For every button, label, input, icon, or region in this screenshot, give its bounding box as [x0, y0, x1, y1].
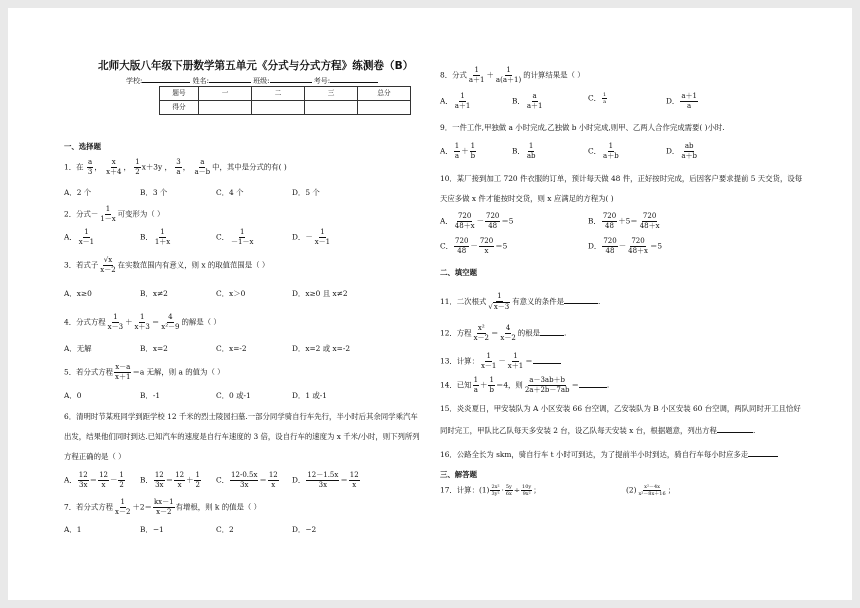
score-table [159, 86, 411, 115]
q5-option-d[interactable]: D．1 或-1 [292, 391, 327, 400]
q10-option-c[interactable]: C． $\frac{720}{48}$ － $\frac{720}{x}$ ＝5 [440, 237, 508, 255]
question-3: 3．若式子 $\frac{√x}{x-2}$ 在实数范围内有意义，则 x 的取值范围是（ ） [64, 256, 270, 274]
question-6-line1: 6．清明时节某班同学到距学校 12 千米的烈士陵园扫墓.一部分同学骑自行车先行，半小时后其余同学乘汽车 [64, 412, 418, 421]
class-field[interactable] [270, 82, 312, 83]
score-cell[interactable] [358, 101, 411, 115]
score-header-cell: 一 [199, 87, 252, 101]
q9-option-c[interactable]: C． $\frac{1}{a+b}$ [588, 142, 619, 160]
q4-option-b[interactable]: B．x=2 [140, 344, 168, 353]
student-info [126, 77, 378, 86]
q5-option-c[interactable]: C．0 或-1 [216, 391, 251, 400]
question-8: 8．分式 $\frac{1}{a+1}$ ＋ $\frac{1}{a(a+1)}$ 的计算结果是（ ） [440, 66, 585, 84]
question-1: 1．在 $\frac{a}{3}$ ， $\frac{x}{x+4}$ ， $\frac{1}{2}$ x＋3y ， $\frac{3}{a}$ ， $\frac{a}{a-b}$ 中，其中是分式的有( ) [64, 158, 287, 176]
q7-option-d[interactable]: D．−2 [292, 525, 317, 534]
class-label: 班级: [253, 77, 270, 85]
exam-no-label: 考号: [313, 77, 331, 85]
q5-option-b[interactable]: B．-1 [140, 391, 161, 400]
q8-option-d[interactable]: D． $\frac{a+1}{a}$ [666, 92, 697, 110]
score-header-cell: 题号 [160, 87, 199, 101]
q6-option-c[interactable]: C． $\frac{12-0.5x}{3x}$ ＝ $\frac{12}{x}$ [216, 471, 278, 489]
page-title: 北师大版八年级下册数学第五单元《分式与分式方程》练测卷（B） [98, 60, 414, 72]
q4-option-c[interactable]: C．x=-2 [216, 344, 247, 353]
question-17-part1: 17．计算：(1) $\frac{\text{2x²}}{\text{3y²}}$ · $\frac{5y}{6x}$ ÷ $\frac{10y}{\text{9x²}}$ ； [440, 484, 541, 497]
q13-answer-blank[interactable] [533, 363, 561, 364]
question-15-line2: 同时完工，甲队比乙队每天多安装 2 台，设乙队每天安装 x 台，根据题意，列出方程 . [440, 426, 756, 435]
question-10-line2: 天应多做 x 件才能按时交货，则 x 应满足的方程为( ) [440, 194, 614, 203]
score-cell[interactable] [252, 101, 305, 115]
question-7: 7．若分式方程 $\frac{1}{x-2}$ ＋2＝ $\frac{kx-1}{x-2}$ 有增根，则 k 的值是（ ） [64, 498, 262, 516]
q2-option-d[interactable]: D．－ $\frac{1}{x-1}$ [292, 228, 331, 246]
question-5: 5．若分式方程 $\frac{x-a}{x+1}$ ＝a 无解，则 a 的值为（ ） [64, 363, 225, 381]
school-label: 学校: [126, 77, 143, 85]
q4-option-d[interactable]: D．x=2 或 x=-2 [292, 344, 351, 353]
q9-option-d[interactable]: D． $\frac{ab}{a+b}$ [666, 142, 697, 160]
q1-option-d[interactable]: D．5 个 [292, 188, 320, 197]
score-header-cell: 三 [305, 87, 358, 101]
q6-option-a[interactable]: A． $\frac{12}{3x}$ ＝ $\frac{12}{x}$ － $\frac{1}{2}$ [64, 471, 124, 489]
score-cell[interactable] [199, 101, 252, 115]
score-header-row [160, 87, 411, 101]
q8-option-a[interactable]: A． $\frac{1}{a+1}$ [440, 92, 471, 110]
name-field[interactable] [209, 82, 251, 83]
question-12: 12．方程 $\frac{\text{x²}}{x-2}$ ＝ $\frac{4}{x-2}$ 的根是 . [440, 324, 567, 342]
q7-option-c[interactable]: C．2 [216, 525, 234, 534]
q14-answer-blank[interactable] [579, 387, 607, 388]
score-cell[interactable] [305, 101, 358, 115]
question-6-line2: 出发，结果他们同时到达.已知汽车的速度是自行车速度的 3 倍，设自行车的速度为 x 千米/小时，则下列所列 [64, 432, 420, 441]
question-10-line1: 10．某厂接到加工 720 件衣服的订单，预计每天做 48 件，正好按时完成，后因客户要求提前 5 天交货，设每 [440, 174, 803, 183]
q3-option-c[interactable]: C．x＞0 [216, 289, 246, 298]
q11-answer-blank[interactable] [564, 303, 598, 304]
q15-answer-blank[interactable] [717, 432, 753, 433]
question-17-part2: (2) $\frac{\text{x²－4x}}{\text{x²－8x＋16}}$ ； [626, 484, 676, 497]
section-fill: 二、填空题 [440, 268, 477, 277]
q3-option-a[interactable]: A．x≥0 [64, 289, 92, 298]
q9-option-a[interactable]: A． $\frac{1}{a}$ ＋ $\frac{1}{b}$ [440, 142, 476, 160]
q3-option-b[interactable]: B．x≠2 [140, 289, 168, 298]
question-15-line1: 15．炎炎夏日，甲安装队为 A 小区安装 66 台空调，乙安装队为 B 小区安装 60 台空调，两队同时开工且恰好 [440, 404, 801, 413]
question-11: 11．二次根式 $\frac{1}{√x-3}$ 有意义的条件是 . [440, 292, 601, 311]
q10-option-b[interactable]: B． $\frac{720}{48}$ ＋5＝ $\frac{720}{48+x}$ [588, 212, 660, 230]
question-6-line3: 方程正确的是（ ） [64, 452, 126, 461]
section-choice: 一、选择题 [64, 142, 101, 151]
score-header-cell: 二 [252, 87, 305, 101]
q12-answer-blank[interactable] [540, 335, 564, 336]
q10-option-d[interactable]: D． $\frac{720}{48}$ － $\frac{720}{48+x}$ ＝5 [588, 237, 663, 255]
q1-option-a[interactable]: A．2 个 [64, 188, 92, 197]
q6-option-b[interactable]: B． $\frac{12}{3x}$ ＝ $\frac{12}{x}$ ＋ $\frac{1}{2}$ [140, 471, 200, 489]
question-16: 16．公路全长为 skm，骑自行车 t 小时可到达，为了提前半小时到达，骑自行车每小时应多走 [440, 450, 778, 459]
q8-option-b[interactable]: B． $\frac{a}{a+1}$ [512, 92, 543, 110]
q2-option-b[interactable]: B． $\frac{1}{1+x}$ [140, 228, 171, 246]
q6-option-d[interactable]: D． $\frac{12-1.5x}{3x}$ ＝ $\frac{12}{x}$ [292, 471, 359, 489]
q9-option-b[interactable]: B． $\frac{1}{ab}$ [512, 142, 536, 160]
question-4: 4．分式方程 $\frac{1}{x-3}$ ＋ $\frac{1}{x+3}$ ＝ $\frac{4}{\text{x²－9}}$ 的解是（ ） [64, 313, 221, 331]
score-header-cell: 总分 [358, 87, 411, 101]
exam-no-field[interactable] [330, 82, 378, 83]
q3-option-d[interactable]: D．x≥0 且 x≠2 [292, 289, 348, 298]
q2-option-a[interactable]: A． $\frac{1}{x-1}$ [64, 228, 95, 246]
q10-option-a[interactable]: A． $\frac{720}{48+x}$ － $\frac{720}{48}$ ＝5 [440, 212, 514, 230]
q1-option-b[interactable]: B．3 个 [140, 188, 168, 197]
exam-paper [8, 8, 852, 600]
q4-option-a[interactable]: A．无解 [64, 344, 92, 353]
score-row-label: 得分 [160, 101, 199, 115]
q5-option-a[interactable]: A．0 [64, 391, 82, 400]
q16-answer-blank[interactable] [748, 456, 778, 457]
score-value-row [160, 101, 411, 115]
question-14: 14．已知 $\frac{1}{a}$ ＋ $\frac{1}{b}$ ＝4，则 $\frac{a-3ab+b}{2a+2b-7ab}$ ＝ . [440, 376, 610, 394]
section-solve: 三、解答题 [440, 470, 477, 479]
q2-option-c[interactable]: C． $\frac{1}{-1-x}$ [216, 228, 254, 246]
question-2: 2．分式－ $\frac{1}{1-x}$ 可变形为（ ） [64, 205, 165, 223]
name-label: 姓名: [192, 77, 209, 85]
q7-option-a[interactable]: A．1 [64, 525, 82, 534]
school-field[interactable] [142, 82, 190, 83]
q1-option-c[interactable]: C．4 个 [216, 188, 244, 197]
question-9: 9．一件工作,甲独做 a 小时完成,乙独做 b 小时完成,则甲、乙两人合作完成需要( )小时. [440, 123, 725, 132]
q7-option-b[interactable]: B．−1 [140, 525, 164, 534]
question-13: 13．计算： $\frac{1}{x-1}$ － $\frac{1}{x+1}$ ＝ [440, 352, 561, 371]
q8-option-c[interactable]: C． $\frac{1}{a}$ [588, 92, 607, 105]
